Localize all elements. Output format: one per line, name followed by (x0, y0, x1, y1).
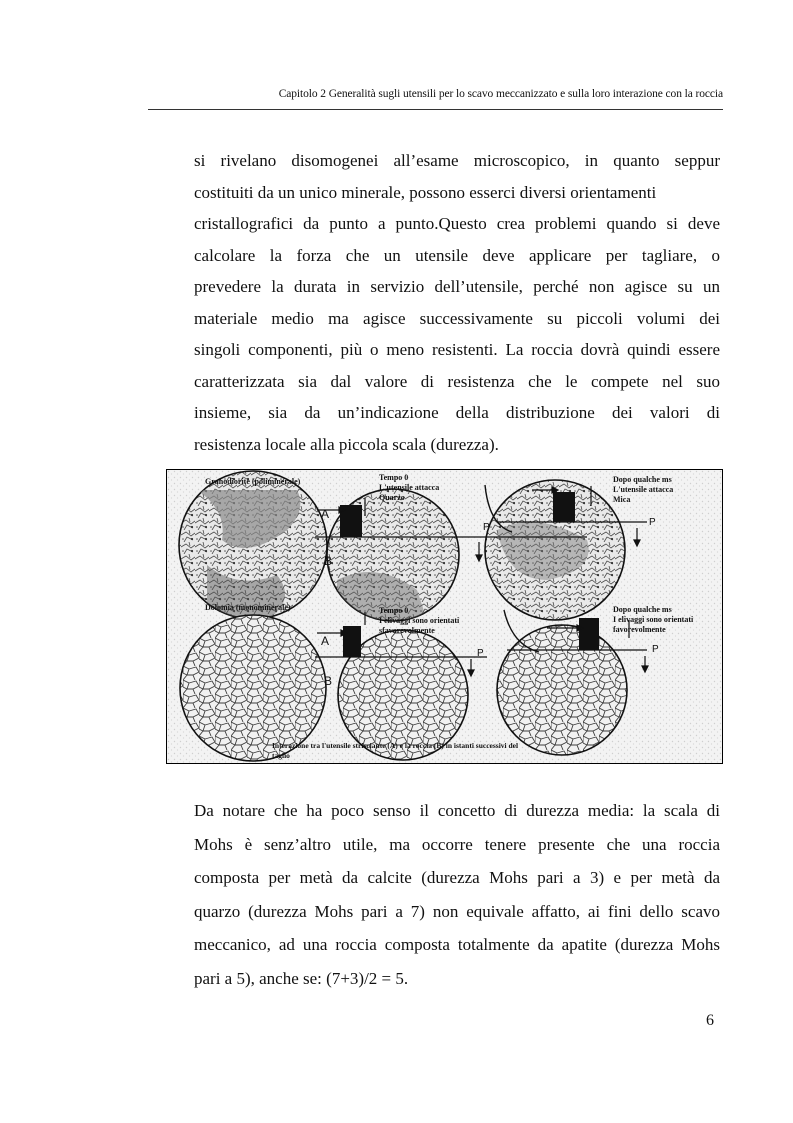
cutting-tool (343, 626, 361, 657)
tempo0-label: Tempo 0 (379, 606, 409, 615)
orientation-label: I elivaggi sono orientati (613, 615, 694, 624)
dolomite-sample-circle (180, 615, 326, 761)
text-line: meccanico, ad una roccia composta totalmente da apatite (durezza Mohs (194, 935, 720, 954)
later-label: Dopo qualche ms (613, 475, 672, 484)
text-line: costituiti da un unico minerale, possono esserci diversi orientamenti (194, 182, 657, 202)
text-line: insieme, sia da un’indicazione della distribuzione dei valori di (194, 403, 720, 422)
paragraph-1 (194, 145, 720, 460)
granodiorite-sample-circle (179, 471, 330, 620)
granodiorite-label: Granodiorite (poliminerale) (205, 477, 301, 486)
running-header: Capitolo 2 Generalità sugli utensili per lo scavo meccanizzato e sulla loro interazione con la roccia (278, 88, 723, 100)
orientation-label: I elivaggi sono orientati (379, 616, 460, 625)
text-line: quarzo (durezza Mohs pari a 7) non equivale affatto, ai fini dello scavo (194, 901, 720, 921)
tool-letter-a: A (321, 634, 330, 648)
mineral-label: Mica (613, 495, 631, 504)
paragraph-2 (194, 794, 720, 995)
attack-label: L'utensile attacca (379, 483, 440, 492)
force-letter-p: P (649, 517, 656, 528)
text-line: pari a 5), anche se: (7+3)/2 = 5. (194, 968, 409, 988)
text-line: singoli componenti, più o meno resistenti. La roccia dovrà quindi essere (194, 340, 720, 359)
orientation-label: sfavorevolmente (379, 626, 435, 635)
later-label: Dopo qualche ms (613, 605, 672, 614)
cutting-tool (579, 618, 599, 650)
text-line: Mohs è senz’altro utile, ma occorre tenere presente che una roccia (194, 834, 720, 854)
rock-cutting-figure (167, 470, 723, 764)
dolomite-later-circle (497, 625, 627, 755)
orientation-label: favorevolmente (613, 625, 666, 634)
force-letter-p: P (652, 644, 659, 655)
page-number: 6 (706, 1012, 714, 1029)
force-letter-p: P (483, 522, 490, 533)
rock-letter-b: B (324, 554, 333, 568)
force-letter-p: P (477, 648, 484, 659)
text-line: composta per metà da calcite (durezza Mohs pari a 3) e per metà da (194, 868, 720, 887)
text-line: calcolare la forza che un utensile deve applicare per tagliare, o (194, 245, 720, 265)
attack-label: L'utensile attacca (613, 485, 674, 494)
tempo0-label: Tempo 0 (379, 473, 409, 482)
text-line: prevedere la durata in servizio dell’utensile, perché non agisce su un (194, 277, 720, 296)
header-rule (148, 109, 723, 110)
cutting-tool (553, 492, 575, 522)
figure-caption: Interazione tra l'utensile strisciante (A) e la roccia (B) in istanti successivi del (272, 741, 519, 750)
figure-caption: taglio (272, 751, 290, 760)
tool-letter-a: A (321, 507, 330, 521)
figure-frame (166, 469, 723, 764)
rock-letter-b: B (324, 674, 333, 688)
mineral-label: Quarzo (379, 493, 405, 502)
text-line: Da notare che ha poco senso il concetto di durezza media: la scala di (194, 801, 720, 820)
text-line: si rivelano disomogenei all’esame microscopico, in quanto seppur (194, 151, 720, 170)
text-line: resistenza locale alla piccola scala (durezza). (194, 434, 499, 454)
text-line: materiale medio ma agisce successivamente su piccoli volumi dei (194, 308, 720, 328)
text-line: caratterizzata sia dal valore di resistenza che le compete nel suo (194, 371, 720, 391)
text-line: cristallografici da punto a punto.Questo crea problemi quando si deve (194, 214, 720, 233)
dolomite-label: Dolomia (monominerale) (205, 603, 291, 612)
